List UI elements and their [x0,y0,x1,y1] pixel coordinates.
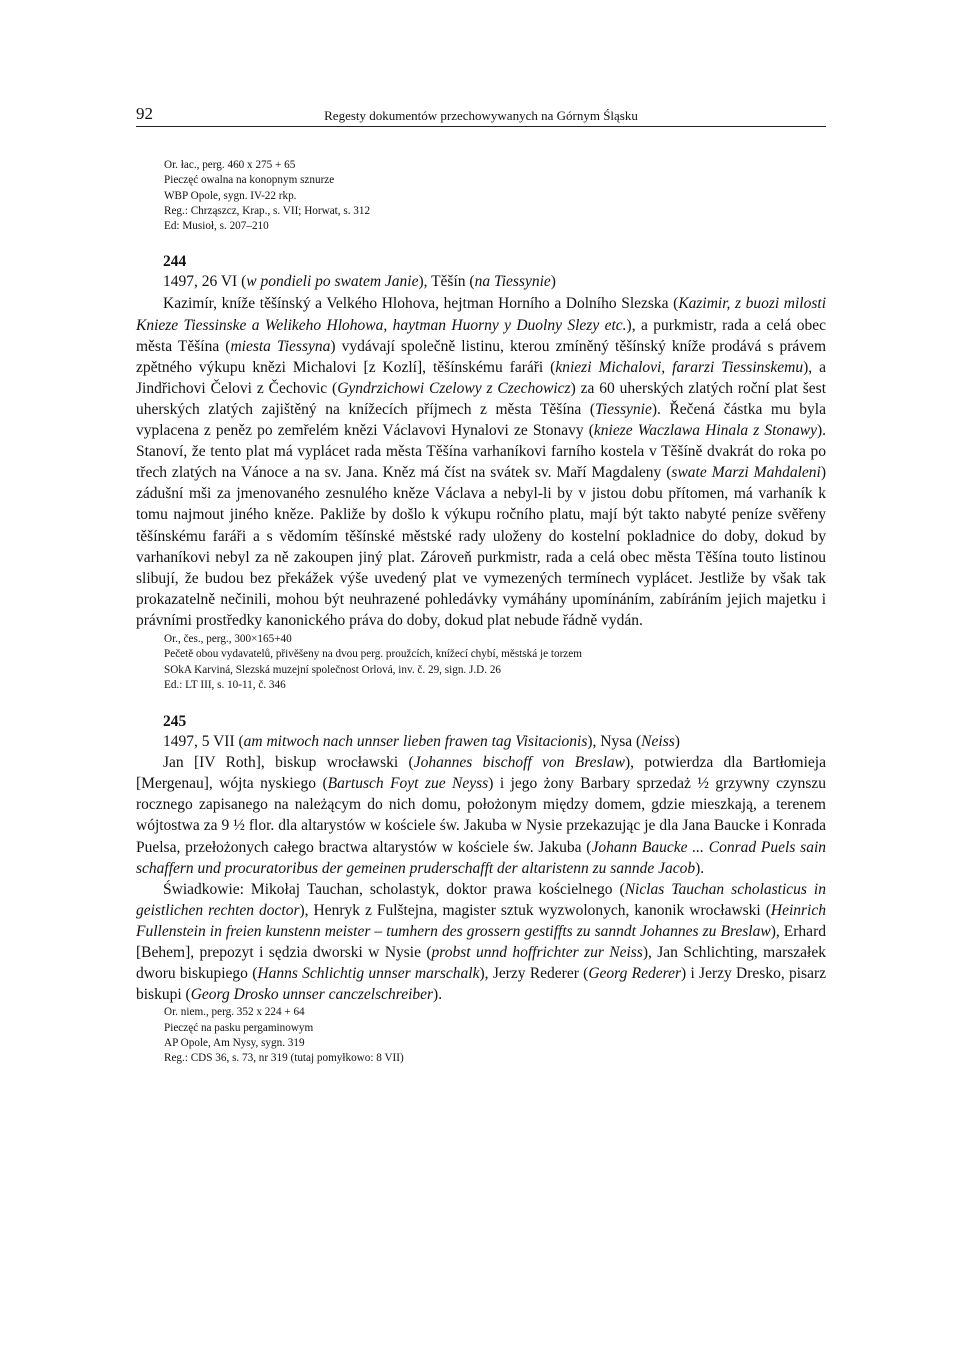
entry-244-body [136,293,826,631]
note-line: WBP Opole, sygn. IV-22 rkp. [164,189,297,202]
note-line: Pieczęć na pasku pergaminowym [164,1021,314,1034]
document-page [136,100,826,1066]
running-header [136,100,826,127]
entry-245-body [136,752,826,1005]
entry-244-notes [164,632,826,693]
entry-245-dateline: 1497, 5 VII (am mitwoch nach unnser lieben frawen tag Visitacionis), Nysa (Neiss) [163,733,680,751]
top-notes [164,158,826,234]
note-line: Reg.: Chrząszcz, Krap., s. VII; Horwat, s. 312 [164,204,371,217]
entry-244-paragraph: Kazimír, kníže těšínský a Velkého Hlohova, hejtman Horního a Dolního Slezska (Kazimir, z buozi milosti Knieze Tiessinske a Welikeho Hlohowa, haytman Huorny y Duolny Slezy etc.), a purkmistr, rada a celá obec města Těšína (miesta Tiessyna) vydávají společně listinu, kterou zmíněný těšínský kníže prodává s právem zpětného výkupu knězi Michalovi [z Kozlí], těšínskému faráři (kniezi Michalovi, fararzi Tiessinskemu), a Jindřichovi Čelovi z Čechovic (Gyndrzichowi Czelowy z Czechowicz) za 60 uherských zlatých roční plat šest uherských zlatých zajištěný na knížecích příjmech z města Těšína (Tiessynie). Řečená částka mu byla vyplacena z peněz po zemřelém knězi Václavovi Hynalovi ze Stonavy (knieze Waczlawa Hinala z Stonawy). Stanoví, že tento plat má vyplácet rada města Těšína varhaníkovi farního kostela v Těšíně dvakrát do roka po třech zlatých na Vánoce a na sv. Jana. Kněz má číst na svátek sv. Maří Magdaleny (swate Marzi Mahdaleni) zádušní mši za jmenovaného zesnulého kněze Václava a nebyl-li by v jistou dobu přítomen, má varhaník k tomu najmout jiného kněze. Pakliže by došlo k výkupu ročního platu, mají být takto nabyté peníze svěřeny těšínskému faráři a s vědomím těšínské městské rady uloženy do kostelní pokladnice do doby, dokud by varhaníkovi nebyl za ně zakoupen jiný plat. Zároveň purkmistr, rada a celá obec města Těšína touto listinou slibují, že budou bez překážek výše uvedený plat ve vymezených termínech vyplácet. Jestliže by však tak prokazatelně nečinili, mohou být neuhrazené pohledávky vymáhány upomínáním, zabíráním jejich majetku i právními prostředky kanonického práva do doby, dokud plat nebude řádně vydán. [136,295,827,629]
entry-number-245: 245 [163,713,187,731]
note-line: Or., čes., perg., 300×165+40 [164,632,292,645]
note-line: AP Opole, Am Nysy, sygn. 319 [164,1036,305,1049]
entry-245-paragraph: Jan [IV Roth], biskup wrocławski (Johannes bischoff von Breslaw), potwierdza dla Bartłomieja [Mergenau], wójta nyskiego (Bartusch Foyt zue Neyss) i jego żony Barbary sprzedaż ½ grzywny czynszu rocznego zapisanego na należącym do nich domu, położonym między domem, gdzie mieszkają, a terenem wójtostwa za 9 ½ flor. dla altarystów w kościele św. Jakuba w Nysie przekazując je dla Jana Baucke i Konrada Puelsa, przełożonych całego bractwa altarystów w kościele św. Jakuba (Johann Baucke ... Conrad Puels sain schaffern und procuratoribus der gemeinen pruderschafft der altaristenn zu sannde Jacob). [136,754,826,877]
note-line: Or. łac., perg. 460 x 275 + 65 [164,159,296,171]
note-line: Pečetě obou vydavatelů, přivěšeny na dvou perg. proužcích, knížecí chybí, městská je torzem [164,648,582,661]
running-title: Regesty dokumentów przechowywanych na Górnym Śląsku [324,108,638,123]
entry-number-244: 244 [163,253,187,271]
page-number: 92 [136,104,153,123]
entry-245-notes [164,1005,826,1066]
note-line: Pieczęć owalna na konopnym sznurze [164,174,335,187]
entry-244-dateline: 1497, 26 VI (w pondieli po swatem Janie), Těšín (na Tiessynie) [163,273,556,291]
note-line: Reg.: CDS 36, s. 73, nr 319 (tutaj pomyłkowo: 8 VII) [164,1052,404,1065]
note-line: Ed.: LT III, s. 10-11, č. 346 [164,678,286,691]
note-line: SOkA Karviná, Slezská muzejní společnost Orlová, inv. č. 29, sign. J.D. 26 [164,663,502,676]
note-line: Or. niem., perg. 352 x 224 + 64 [164,1006,305,1019]
entry-245-witnesses-paragraph: Świadkowie: Mikołaj Tauchan, scholastyk, doktor prawa kościelnego (Niclas Tauchan scholasticus in geistlichen rechten doctor), Henryk z Fulštejna, magister sztuk wyzwolonych, kanonik wrocławski (Heinrich Fullenstein in freien kunstenn meister – tumhern des grossern gestiffts zu sanndt Johannes zu Breslaw), Erhard [Behem], prepozyt i sędzia dworski w Nysie (probst unnd hoffrichter zur Neiss), Jan Schlichting, marszałek dworu biskupiego (Hanns Schlichtig unnser marschalk), Jerzy Rederer (Georg Rederer) i Jerzy Dresko, pisarz biskupi (Georg Drosko unnser canczelschreiber). [136,880,826,1004]
note-line: Ed: Musioł, s. 207–210 [164,220,269,233]
